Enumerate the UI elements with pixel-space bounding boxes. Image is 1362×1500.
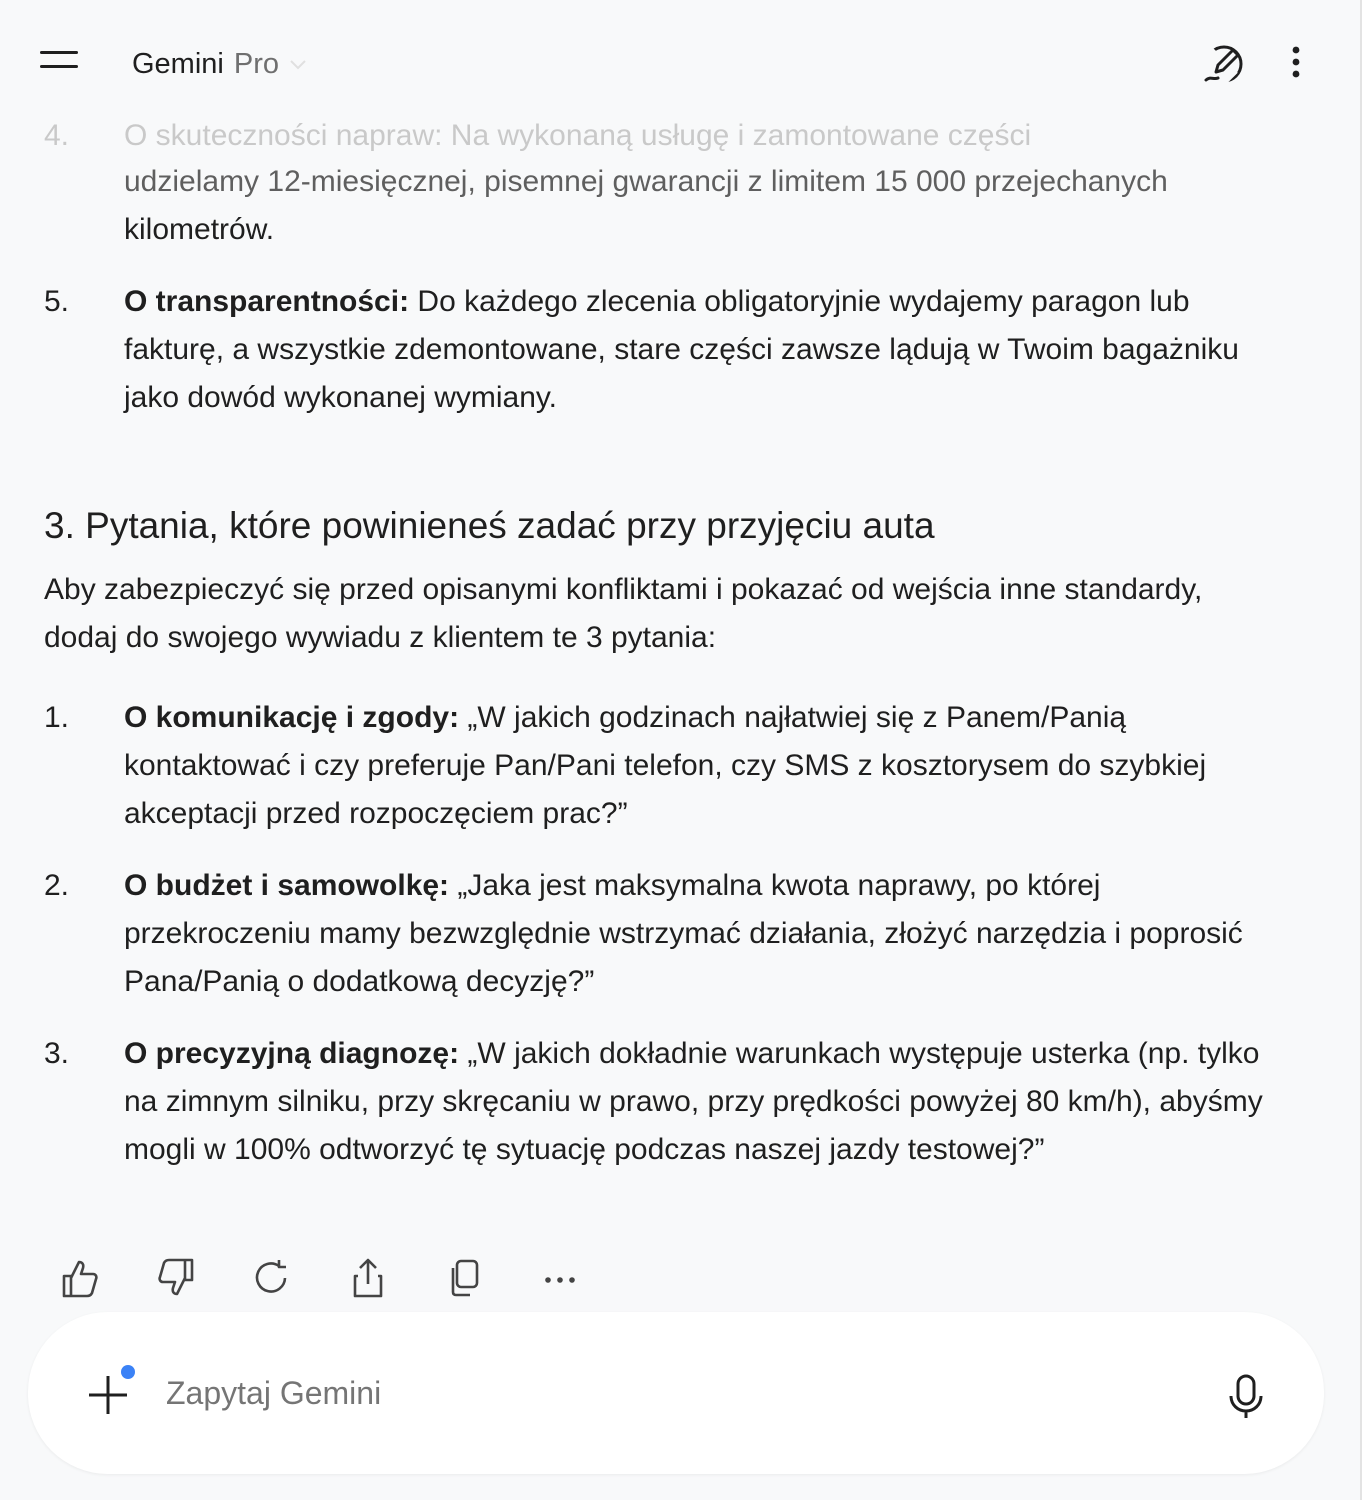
menu-icon — [40, 51, 78, 54]
like-button[interactable] — [56, 1252, 104, 1304]
list-item-title: O precyzyjną diagnozę: — [124, 1037, 460, 1070]
list-item-text — [124, 862, 1274, 1006]
plus-icon — [86, 1368, 142, 1424]
list-item-body: Do każdego zlecenia obligatoryjnie wydajemy paragon lub fakturę, a wszystkie zdemontowane, stare części zawsze lądują w Twoim bagażniku jako dowód wykonanej wymiany. — [124, 285, 1239, 414]
section-heading: 3. Pytania, które powinieneś zadać przy przyjęciu auta — [44, 505, 935, 546]
chevron-down-icon — [289, 59, 307, 71]
list-item-text — [124, 694, 1274, 838]
regenerate-button[interactable] — [248, 1252, 296, 1304]
add-attachment-button[interactable] — [86, 1368, 142, 1424]
more-horizontal-icon — [540, 1256, 580, 1300]
list-item-title: O transparentności: — [124, 285, 410, 318]
list-item-text: kilometrów. — [124, 213, 275, 246]
prompt-input[interactable] — [166, 1368, 1186, 1418]
list-number: 5. — [44, 285, 70, 318]
list-item-body: „W jakich dokładnie warunkach występuje usterka (np. tylko na zimnym silniku, przy skręcaniu w prawo, przy prędkości powyżej 80 km/h), abyśmy mogli w 100% odtworzyć tę sytuację podczas naszej jazdy testowej?” — [124, 1037, 1263, 1166]
share-button[interactable] — [344, 1252, 392, 1304]
more-vertical-icon — [1276, 40, 1316, 88]
share-icon — [348, 1256, 388, 1300]
more-actions-button[interactable] — [536, 1252, 584, 1304]
voice-input-button[interactable] — [1224, 1368, 1268, 1424]
copy-button[interactable] — [440, 1252, 488, 1304]
response-actions — [56, 1252, 632, 1304]
dislike-button[interactable] — [152, 1252, 200, 1304]
notification-dot — [121, 1365, 135, 1379]
list-item-text: udzielamy 12-miesięcznej, pisemnej gwarancji z limitem 15 000 przejechanych — [124, 165, 1168, 198]
list-number: 3. — [44, 1037, 70, 1070]
thumbs-down-icon — [156, 1256, 196, 1300]
regenerate-icon — [252, 1256, 292, 1300]
more-options-button[interactable] — [1276, 40, 1316, 88]
list-item-title: O komunikację i zgody: — [124, 701, 460, 734]
list-item-text — [124, 1030, 1274, 1174]
list-item-body: „W jakich godzinach najłatwiej się z Panem/Panią kontaktować i czy preferuje Pan/Pani telefon, czy SMS z kosztorysem do szybkiej akceptacji przed rozpoczęciem prac?” — [124, 701, 1207, 830]
new-chat-button[interactable] — [1200, 40, 1248, 88]
main-menu-button[interactable] — [36, 44, 84, 80]
list-item-title: O budżet i samowolkę: — [124, 869, 450, 902]
model-selector[interactable] — [132, 44, 307, 84]
list-number: 2. — [44, 869, 70, 902]
prompt-bar — [28, 1312, 1324, 1474]
faded-text-line: O skuteczności napraw: Na wykonaną usługę i zamontowane części — [124, 119, 1032, 152]
list-item-body: „Jaka jest maksymalna kwota naprawy, po której przekroczeniu mamy bezwzględnie wstrzymać działania, złożyć narzędzia i poprosić Pana/Panią o dodatkową decyzję?” — [124, 869, 1243, 998]
model-name: Pro — [233, 47, 279, 80]
app-title: Gemini — [132, 47, 224, 80]
thumbs-up-icon — [60, 1256, 100, 1300]
list-number: 1. — [44, 701, 70, 734]
list-number: 4. — [44, 119, 70, 152]
microphone-icon — [1224, 1368, 1268, 1424]
top-bar — [0, 0, 1360, 112]
edit-icon — [1200, 40, 1248, 88]
copy-icon — [444, 1256, 484, 1300]
list-item-text — [124, 278, 1274, 422]
section-intro: Aby zabezpieczyć się przed opisanymi konfliktami i pokazać od wejścia inne standardy, dodaj do swojego wywiadu z klientem te 3 pytania: — [44, 573, 1203, 654]
